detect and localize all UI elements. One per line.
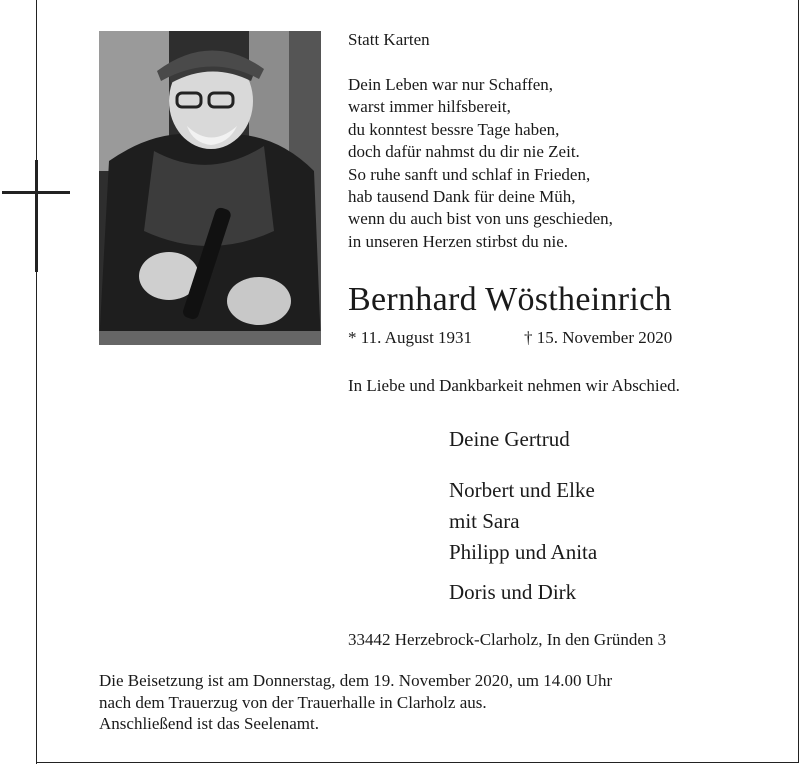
poem-line: warst immer hilfsbereit, (348, 97, 511, 117)
funeral-line: nach dem Trauerzug von der Trauerhalle in Clarholz aus. (99, 692, 487, 712)
border-left-lower (36, 272, 37, 764)
funeral-line: Anschließend ist das Seelenamt. (99, 714, 320, 733)
address: 33442 Herzebrock-Clarholz, In den Gründen 3 (348, 630, 667, 649)
poem-line: doch dafür nahmst du dir nie Zeit. (348, 142, 580, 162)
family-line: mit Sara (449, 509, 520, 533)
portrait-illustration (99, 31, 321, 345)
funeral-line: Die Beisetzung ist am Donnerstag, dem 19. November 2020, um 14.00 Uhr (99, 671, 613, 690)
farewell-text: In Liebe und Dankbarkeit nehmen wir Abschied. (348, 376, 680, 395)
family-line: Norbert und Elke (449, 478, 595, 502)
poem-line: wenn du auch bist von uns geschieden, (348, 209, 613, 229)
portrait-photo (99, 31, 321, 345)
cross-icon-horizontal (2, 191, 70, 194)
death-date: † 15. November 2020 (524, 328, 673, 347)
birth-date: * 11. August 1931 (348, 328, 473, 347)
poem-line: So ruhe sanft und schlaf in Frieden, (348, 164, 591, 184)
cross-icon-vertical (35, 160, 38, 272)
poem-line: du konntest bessre Tage haben, (348, 119, 560, 139)
poem-line: hab tausend Dank für deine Müh, (348, 187, 576, 207)
family-line: Doris und Dirk (449, 580, 577, 604)
deceased-name: Bernhard Wöstheinrich (348, 281, 672, 318)
poem-line: in unseren Herzen stirbst du nie. (348, 231, 568, 251)
poem (348, 74, 613, 253)
poem-line: Dein Leben war nur Schaffen, (348, 75, 554, 94)
funeral-info (99, 670, 612, 735)
family-line: Philipp und Anita (449, 540, 598, 564)
family-spouse: Deine Gertrud (449, 427, 570, 451)
border-left-upper (36, 0, 37, 160)
statt-karten-label: Statt Karten (348, 30, 430, 49)
